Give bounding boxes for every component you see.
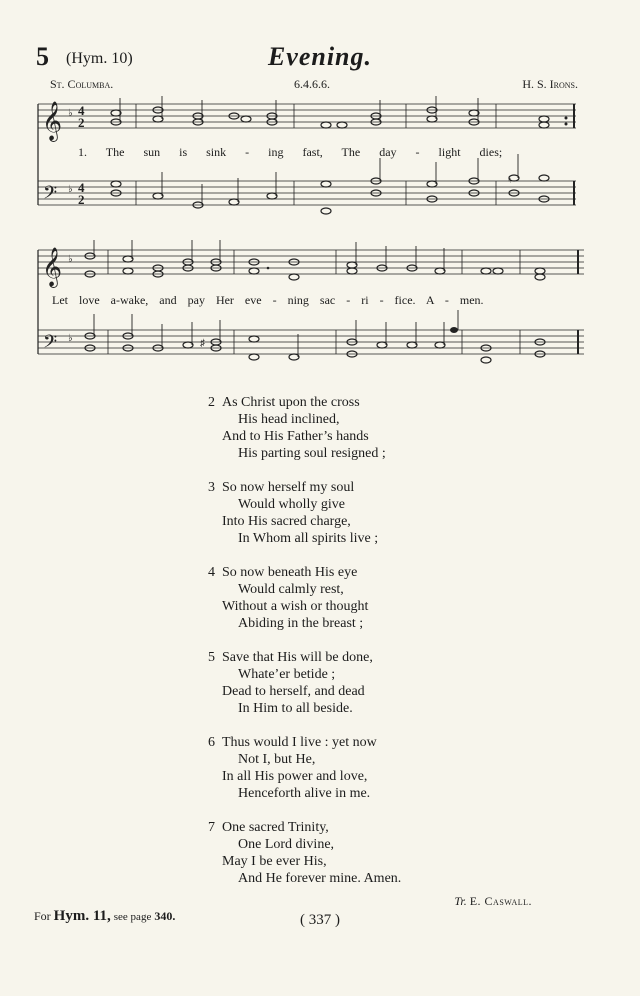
verse-text: In Him to all beside.: [238, 701, 353, 716]
translator-prefix: Tr.: [454, 894, 467, 908]
verse-line: [208, 581, 401, 598]
verse-text: His parting soul resigned ;: [238, 446, 386, 461]
verse-text: Save that His will be done,: [222, 650, 373, 665]
verse-text: Abiding in the breast ;: [238, 616, 364, 631]
verse-line: [208, 394, 401, 411]
verse-text: So now beneath His eye: [222, 565, 358, 580]
stanza-2: [208, 394, 401, 462]
verse-text: Whate’er betide ;: [238, 667, 336, 682]
translator-credit: [454, 894, 532, 909]
svg-text:♮: ♮: [508, 175, 512, 185]
verse-line: [208, 615, 401, 632]
svg-text:4: 4: [78, 103, 85, 118]
verse-line: [208, 513, 401, 530]
svg-text:𝄞: 𝄞: [42, 249, 63, 286]
lyrics-line-2: Let love a-wake, and pay Her eve - ning sac - ri - fice. A - men.: [52, 293, 484, 307]
verse-line: [208, 530, 401, 547]
verse-line: [208, 428, 401, 445]
page-number: ( 337 ): [300, 912, 340, 928]
verse-line: [208, 649, 401, 666]
verse-line: [208, 598, 401, 615]
lyrics-line-1: 1. The sun is sink - ing fast, The day - light dies;: [78, 145, 503, 159]
verses: [208, 394, 401, 904]
svg-text:4: 4: [78, 180, 85, 195]
composer: H. S. Irons.: [522, 77, 578, 91]
verse-text: So now herself my soul: [222, 480, 355, 495]
verse-text: Would calmly rest,: [238, 582, 344, 597]
verse-line: [208, 870, 401, 887]
verse-line: [208, 564, 401, 581]
verse-number: 3: [208, 480, 215, 495]
svg-text:𝄢: 𝄢: [43, 331, 58, 356]
verse-text: In Whom all spirits live ;: [238, 531, 379, 546]
verse-text: One Lord divine,: [238, 837, 335, 852]
footnote-page: 340.: [154, 909, 176, 923]
verse-number: 2: [208, 395, 215, 410]
verse-text: His head inclined,: [238, 412, 340, 427]
verse-text: Into His sacred charge,: [222, 514, 351, 529]
stanza-4: [208, 564, 401, 632]
verse-line: [208, 751, 401, 768]
footnote-see: see page: [113, 911, 152, 923]
stanza-6: [208, 734, 401, 802]
verse-line: [208, 445, 401, 462]
hymn-reference: (Hym. 10): [66, 50, 133, 67]
verse-line: [208, 496, 401, 513]
verse-line: [208, 768, 401, 785]
verse-line: [208, 683, 401, 700]
svg-text:♯: ♯: [200, 338, 205, 349]
footnote-hymn: Hym. 11,: [53, 908, 111, 924]
verse-number: 7: [208, 820, 215, 835]
svg-text:♭: ♭: [68, 108, 73, 119]
verse-line: [208, 479, 401, 496]
verse-text: And He forever mine. Amen.: [238, 871, 402, 886]
verse-line: [208, 700, 401, 717]
verse-text: Without a wish or thought: [222, 599, 369, 614]
hymn-title: Evening.: [267, 42, 373, 71]
verse-text: One sacred Trinity,: [222, 820, 329, 835]
footnote-prefix: For: [34, 909, 51, 923]
verse-number: 6: [208, 735, 215, 750]
verse-number: 4: [208, 565, 215, 580]
stanza-3: [208, 479, 401, 547]
verse-text: Thus would I live : yet now: [222, 735, 377, 750]
svg-text:𝄞: 𝄞: [42, 103, 63, 140]
meter: 6.4.6.6.: [294, 77, 330, 91]
verse-text: And to His Father’s hands: [222, 429, 369, 444]
verse-number: 5: [208, 650, 215, 665]
translator-name: E. Caswall.: [469, 894, 532, 908]
verse-line: [208, 853, 401, 870]
svg-text:𝄢: 𝄢: [43, 182, 58, 207]
verse-text: As Christ upon the cross: [222, 395, 360, 410]
verse-text: Not I, but He,: [238, 752, 316, 767]
hymn-number: 5: [36, 42, 49, 71]
verse-line: [208, 666, 401, 683]
svg-text:♭: ♭: [68, 333, 73, 344]
verse-text: May I be ever His,: [222, 854, 327, 869]
svg-text:2: 2: [78, 115, 85, 130]
verse-line: [208, 819, 401, 836]
svg-text:♭: ♭: [68, 184, 73, 195]
svg-text:2: 2: [78, 192, 85, 207]
verse-line: [208, 411, 401, 428]
tune-name: St. Columba.: [50, 77, 114, 91]
verse-line: [208, 785, 401, 802]
verse-line: [208, 734, 401, 751]
verse-text: In all His power and love,: [222, 769, 368, 784]
svg-text:♭: ♭: [68, 254, 73, 265]
verse-text: Dead to herself, and dead: [222, 684, 365, 699]
stanza-5: [208, 649, 401, 717]
verse-text: Henceforth alive in me.: [238, 786, 371, 801]
verse-text: Would wholly give: [238, 497, 345, 512]
verse-line: [208, 836, 401, 853]
stanza-7: [208, 819, 401, 887]
